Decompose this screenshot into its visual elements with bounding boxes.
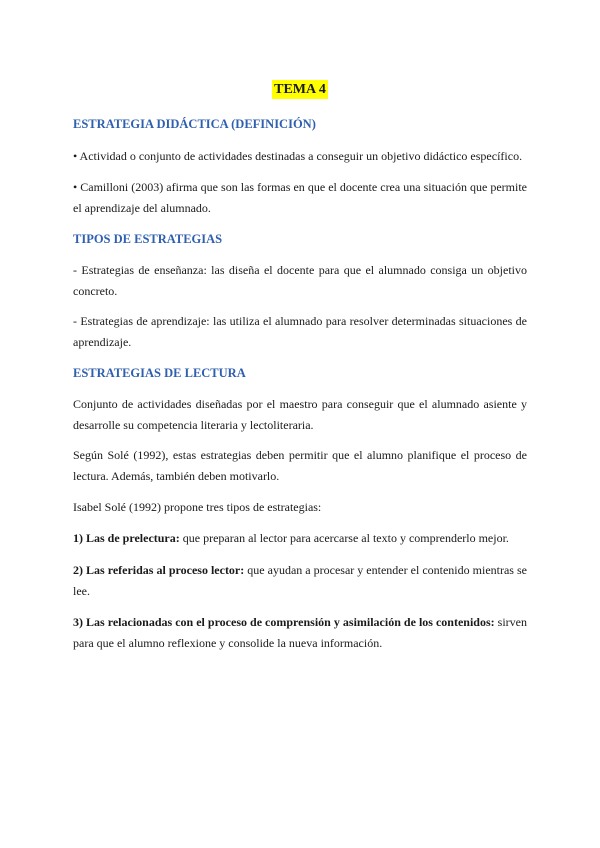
- heading-estrategia-didactica: ESTRATEGIA DIDÁCTICA (DEFINICIÓN): [73, 117, 316, 131]
- list-item-comprension: [73, 612, 527, 654]
- paragraph-tipos-2: - Estrategias de aprendizaje: las utiliza el alumnado para resolver determinadas situaciones de aprendizaje.: [73, 314, 527, 349]
- list-item-text: sirven para que el alumno reflexione y consolide la nueva información.: [73, 615, 528, 650]
- list-item-prelectura: [73, 528, 527, 549]
- list-item-text: que preparan al lector para acercarse al texto y comprenderlo mejor.: [179, 531, 509, 545]
- list-item-text: que ayudan a procesar y entender el contenido mientras se lee.: [73, 563, 527, 598]
- paragraph-lectura-2: Según Solé (1992), estas estrategias deben permitir que el alumno planifique el proceso de lectura. Además, también deben motivarlo.: [73, 448, 527, 483]
- paragraph-lectura-1: Conjunto de actividades diseñadas por el maestro para conseguir que el alumnado asiente y desarrolle su competencia literaria y lectoliteraria.: [73, 397, 527, 432]
- list-item-label: 2) Las referidas al proceso lector:: [73, 563, 245, 577]
- list-item-label: 3) Las relacionadas con el proceso de comprensión y asimilación de los contenidos:: [73, 615, 495, 629]
- page-title: TEMA 4: [274, 82, 326, 97]
- title-container: [0, 80, 600, 99]
- paragraph-tipos-1: - Estrategias de enseñanza: las diseña el docente para que el alumnado consiga un objetivo concreto.: [73, 263, 527, 298]
- paragraph-definicion-1: • Actividad o conjunto de actividades destinadas a conseguir un objetivo didáctico específico.: [73, 149, 523, 163]
- list-item-label: 1) Las de prelectura:: [73, 531, 180, 545]
- paragraph-definicion-2: • Camilloni (2003) afirma que son las formas en que el docente crea una situación que permite el aprendizaje del alumnado.: [73, 180, 527, 215]
- heading-tipos-estrategias: TIPOS DE ESTRATEGIAS: [73, 232, 223, 246]
- list-item-proceso-lector: [73, 560, 527, 602]
- heading-estrategias-lectura: ESTRATEGIAS DE LECTURA: [73, 366, 246, 380]
- paragraph-lectura-3: Isabel Solé (1992) propone tres tipos de estrategias:: [73, 500, 322, 514]
